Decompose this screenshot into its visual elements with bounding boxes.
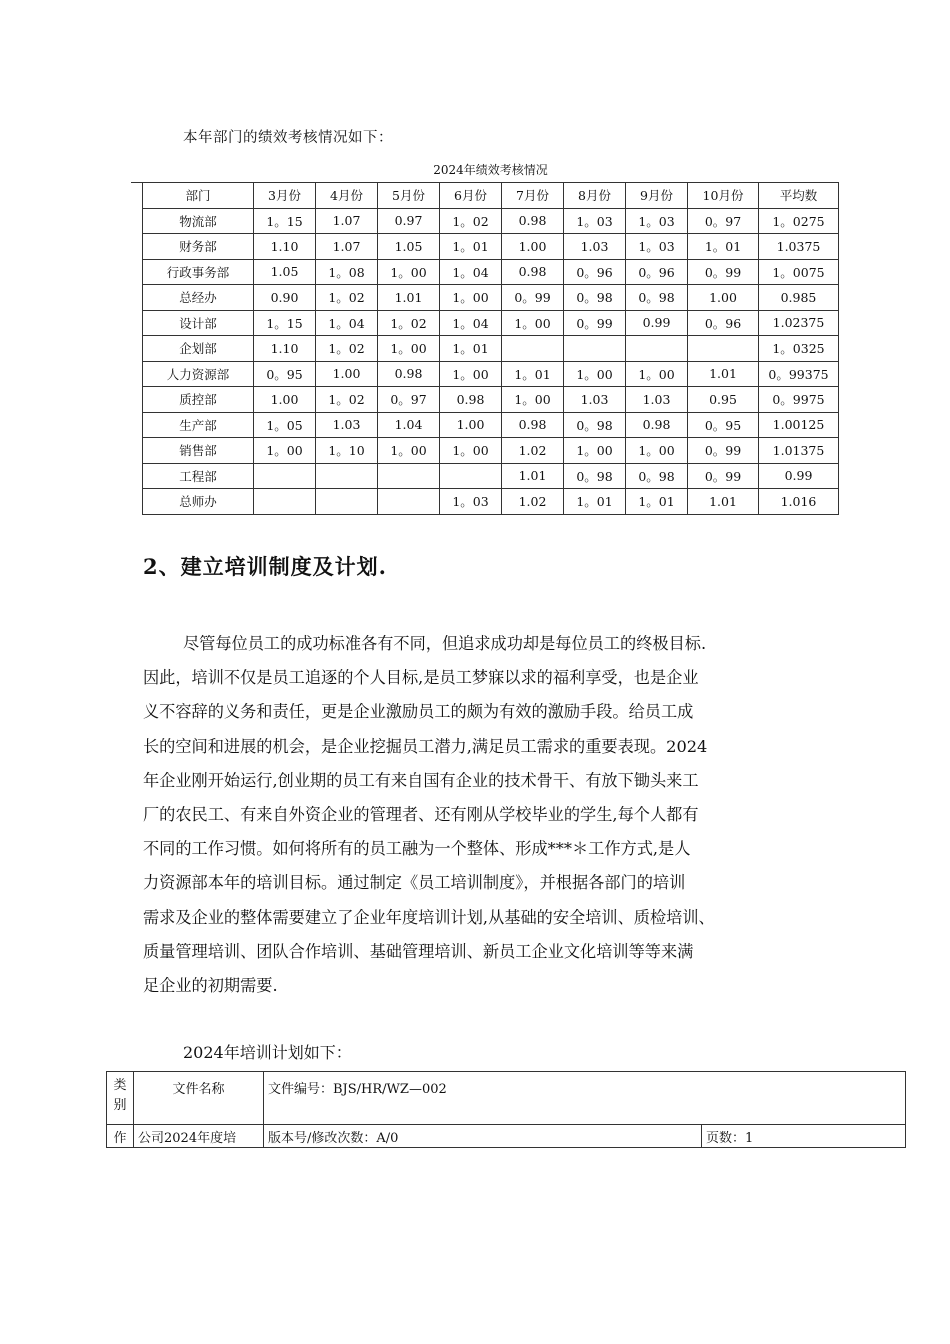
training-paragraph (143, 627, 823, 1003)
table-header-row (143, 183, 839, 209)
department-cell: 物流部 (143, 208, 254, 234)
performance-table (142, 182, 839, 515)
paragraph-line: 需求及企业的整体需要建立了企业年度培训计划,从基础的安全培训、质检培训、 (143, 907, 715, 927)
score-cell: 1。15 (254, 208, 316, 234)
paragraph-line: 长的空间和进展的机会，是企业挖掘员工潜力,满足员工需求的重要表现。2024 (143, 736, 708, 756)
paragraph-line: 尽管每位员工的成功标准各有不同，但追求成功却是每位员工的终极目标. (183, 634, 707, 653)
score-cell: 0。98 (564, 463, 626, 489)
file-number-cell (264, 1072, 906, 1125)
score-cell: 0。99 (688, 463, 759, 489)
column-header: 9月份 (626, 183, 688, 209)
category-value-cell (107, 1125, 134, 1148)
score-cell: 1。01 (440, 336, 502, 362)
score-cell: 1.01 (378, 285, 440, 311)
column-header: 平均数 (759, 183, 839, 209)
score-cell: 1。01 (564, 489, 626, 515)
score-cell: 1.02375 (759, 310, 839, 336)
score-cell: 0。99 (688, 259, 759, 285)
score-cell: 1。00 (378, 259, 440, 285)
score-cell: 1。00 (378, 336, 440, 362)
score-cell: 1。03 (626, 208, 688, 234)
score-cell: 1。00 (440, 438, 502, 464)
score-cell: 0。99 (688, 438, 759, 464)
score-cell: 1.05 (254, 259, 316, 285)
paragraph-line: 厂的农民工、有来自外资企业的管理者、还有刚从学校毕业的学生,每个人都有 (143, 804, 699, 824)
department-cell: 总师办 (143, 489, 254, 515)
column-header: 部门 (143, 183, 254, 209)
paragraph-line: 力资源部本年的培训目标。通过制定《员工培训制度》，并根据各部门的培训 (143, 873, 686, 893)
score-cell: 1.03 (564, 234, 626, 260)
score-cell: 1。02 (316, 387, 378, 413)
file-name-label: 文件名称 (172, 1082, 225, 1097)
column-header: 5月份 (378, 183, 440, 209)
plan-intro: 2024年培训计划如下： (183, 1043, 352, 1062)
score-cell: 0。99 (564, 310, 626, 336)
version-cell (264, 1125, 702, 1148)
department-cell: 销售部 (143, 438, 254, 464)
score-cell: 1。00 (378, 438, 440, 464)
paragraph-line: 义不容辞的义务和责任，更是企业激励员工的颇为有效的激励手段。给员工成 (143, 702, 694, 722)
score-cell: 0.98 (440, 387, 502, 413)
score-cell (316, 463, 378, 489)
score-cell: 1.07 (316, 208, 378, 234)
score-cell: 1.02 (502, 489, 564, 515)
score-cell: 1。00 (502, 387, 564, 413)
column-header: 8月份 (564, 183, 626, 209)
score-cell: 1.00 (316, 361, 378, 387)
score-cell: 1。01 (626, 489, 688, 515)
paragraph-line: 足企业的初期需要. (143, 975, 278, 995)
category-label-cell (107, 1072, 134, 1125)
score-cell: 0。98 (626, 463, 688, 489)
score-cell: 0。9975 (759, 387, 839, 413)
table-row (143, 310, 839, 336)
score-cell: 1.01 (502, 463, 564, 489)
score-cell: 1.00 (502, 234, 564, 260)
department-cell: 生产部 (143, 412, 254, 438)
score-cell: 1.10 (254, 336, 316, 362)
score-cell: 1。05 (254, 412, 316, 438)
score-cell: 1。04 (440, 310, 502, 336)
score-cell: 1.00 (254, 387, 316, 413)
score-cell: 1。00 (626, 361, 688, 387)
score-cell: 0.98 (378, 361, 440, 387)
score-cell: 1。00 (254, 438, 316, 464)
department-cell: 人力资源部 (143, 361, 254, 387)
score-cell: 0.97 (378, 208, 440, 234)
score-cell (440, 463, 502, 489)
section-heading: 2、建立培训制度及计划. (143, 554, 387, 579)
score-cell: 1。03 (440, 489, 502, 515)
score-cell: 1。02 (440, 208, 502, 234)
table-row (143, 259, 839, 285)
score-cell: 1。04 (440, 259, 502, 285)
score-cell: 0。97 (378, 387, 440, 413)
department-cell: 行政事务部 (143, 259, 254, 285)
score-cell: 0.95 (688, 387, 759, 413)
file-name-value-cell (134, 1125, 264, 1148)
score-cell: 1。01 (688, 234, 759, 260)
score-cell: 0.985 (759, 285, 839, 311)
paragraph-line: 不同的工作习惯。如何将所有的员工融为一个整体、形成***＊工作方式,是人 (143, 839, 691, 859)
score-cell: 0。99 (502, 285, 564, 311)
score-cell: 1.02 (502, 438, 564, 464)
score-cell: 0.98 (502, 259, 564, 285)
score-cell: 1.07 (316, 234, 378, 260)
page-count: 页数：1 (706, 1130, 754, 1146)
score-cell: 0。98 (564, 285, 626, 311)
table-row (143, 387, 839, 413)
score-cell (688, 336, 759, 362)
intro-text: 本年部门的绩效考核情况如下： (183, 130, 393, 146)
table-row (143, 234, 839, 260)
score-cell (378, 463, 440, 489)
score-cell: 1.04 (378, 412, 440, 438)
score-cell: 0.90 (254, 285, 316, 311)
score-cell: 0.99 (759, 463, 839, 489)
score-cell: 1.01 (688, 489, 759, 515)
score-cell: 0。96 (688, 310, 759, 336)
score-cell: 0。95 (254, 361, 316, 387)
score-cell: 1。15 (254, 310, 316, 336)
category-value: 作 (113, 1130, 127, 1146)
score-cell: 1。0075 (759, 259, 839, 285)
department-cell: 财务部 (143, 234, 254, 260)
version-number: 版本号/修改次数：A/0 (268, 1130, 399, 1146)
category-label: 类别 (113, 1078, 127, 1113)
score-cell: 1.00125 (759, 412, 839, 438)
score-cell: 1。01 (440, 234, 502, 260)
column-header: 7月份 (502, 183, 564, 209)
table-row (143, 361, 839, 387)
column-header: 10月份 (688, 183, 759, 209)
column-header: 4月份 (316, 183, 378, 209)
score-cell (254, 463, 316, 489)
score-cell: 1。00 (440, 361, 502, 387)
score-cell: 1。00 (564, 438, 626, 464)
table-row (143, 336, 839, 362)
paragraph-line: 因此，培训不仅是员工追逐的个人目标,是员工梦寐以求的福利享受，也是企业 (143, 668, 699, 688)
score-cell: 1。03 (626, 234, 688, 260)
table-row (143, 463, 839, 489)
score-cell: 1。04 (316, 310, 378, 336)
score-cell: 0。97 (688, 208, 759, 234)
score-cell: 1。00 (502, 310, 564, 336)
score-cell: 0。98 (564, 412, 626, 438)
score-cell: 0。96 (626, 259, 688, 285)
file-name-value: 公司2024年度培 (138, 1130, 237, 1146)
table-row (143, 489, 839, 515)
department-cell: 质控部 (143, 387, 254, 413)
column-header: 6月份 (440, 183, 502, 209)
score-cell: 0.98 (626, 412, 688, 438)
score-cell (626, 336, 688, 362)
score-cell: 1。02 (316, 285, 378, 311)
score-cell (254, 489, 316, 515)
score-cell (316, 489, 378, 515)
score-cell: 1。0275 (759, 208, 839, 234)
score-cell: 1。03 (564, 208, 626, 234)
document-control-table (106, 1071, 906, 1148)
table-row (143, 412, 839, 438)
score-cell: 0。99375 (759, 361, 839, 387)
score-cell (564, 336, 626, 362)
department-cell: 企划部 (143, 336, 254, 362)
paragraph-line: 质量管理培训、团队合作培训、基础管理培训、新员工企业文化培训等等来满 (143, 941, 694, 961)
department-cell: 工程部 (143, 463, 254, 489)
table-border-tick (131, 182, 142, 183)
score-cell: 1。10 (316, 438, 378, 464)
score-cell: 1.03 (626, 387, 688, 413)
score-cell: 0.98 (502, 412, 564, 438)
department-cell: 设计部 (143, 310, 254, 336)
score-cell: 1。0325 (759, 336, 839, 362)
score-cell: 0。96 (564, 259, 626, 285)
score-cell: 1.00 (688, 285, 759, 311)
score-cell: 1。02 (316, 336, 378, 362)
score-cell: 0。95 (688, 412, 759, 438)
score-cell (378, 489, 440, 515)
department-cell: 总经办 (143, 285, 254, 311)
score-cell: 0.99 (626, 310, 688, 336)
pages-cell (702, 1125, 906, 1148)
file-name-label-cell (134, 1072, 264, 1125)
score-cell: 1.0375 (759, 234, 839, 260)
score-cell (502, 336, 564, 362)
score-cell: 1。01 (502, 361, 564, 387)
column-header: 3月份 (254, 183, 316, 209)
score-cell: 1.01375 (759, 438, 839, 464)
score-cell: 0。98 (626, 285, 688, 311)
file-number: 文件编号：BJS/HR/WZ—002 (268, 1082, 447, 1097)
score-cell: 1。00 (564, 361, 626, 387)
score-cell: 1.10 (254, 234, 316, 260)
table-row (143, 285, 839, 311)
table-row (143, 208, 839, 234)
score-cell: 1.01 (688, 361, 759, 387)
score-cell: 1。08 (316, 259, 378, 285)
score-cell: 1。00 (440, 285, 502, 311)
score-cell: 1。02 (378, 310, 440, 336)
score-cell: 1。00 (626, 438, 688, 464)
score-cell: 1.016 (759, 489, 839, 515)
score-cell: 1.00 (440, 412, 502, 438)
score-cell: 1.05 (378, 234, 440, 260)
table-caption: 2024年绩效考核情况 (433, 163, 548, 177)
score-cell: 1.03 (564, 387, 626, 413)
score-cell: 0.98 (502, 208, 564, 234)
score-cell: 1.03 (316, 412, 378, 438)
paragraph-line: 年企业刚开始运行,创业期的员工有来自国有企业的技术骨干、有放下锄头来工 (143, 770, 699, 790)
table-row (143, 438, 839, 464)
